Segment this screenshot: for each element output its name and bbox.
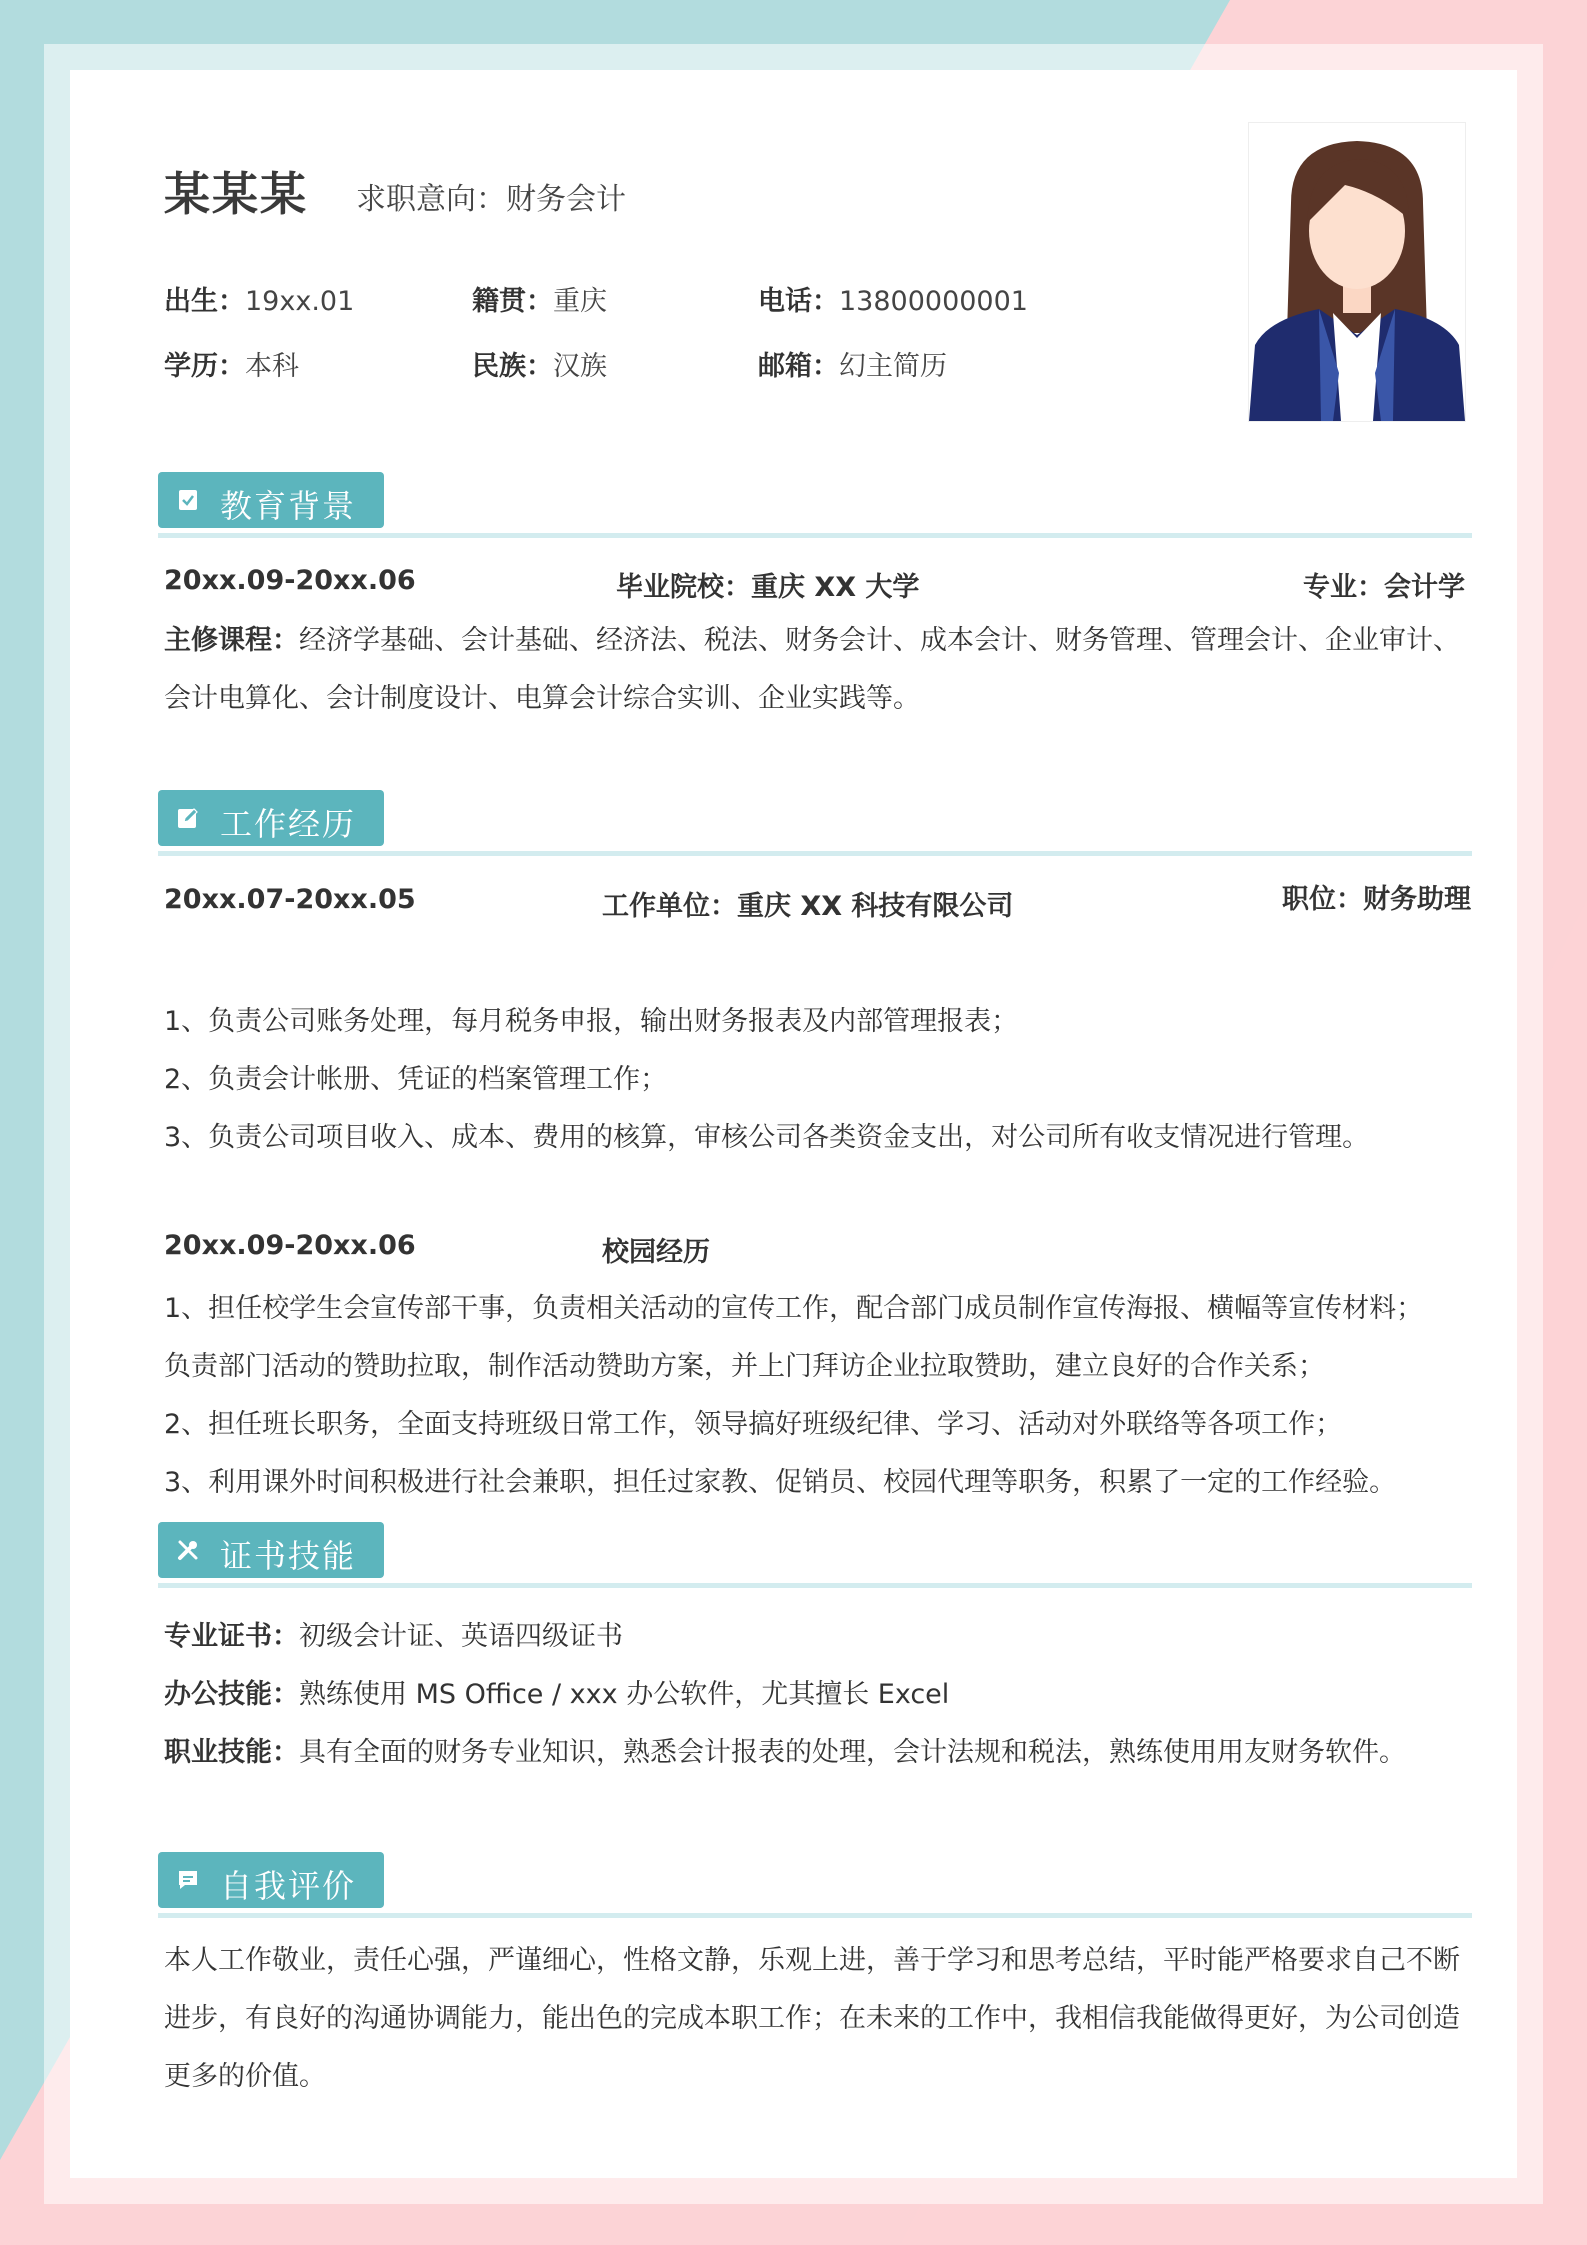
job2-title: 校园经历 [602, 1237, 710, 1268]
comment-icon [176, 1868, 200, 1892]
job1-duty-3: 3、负责公司项目收入、成本、费用的核算，审核公司各类资金支出，对公司所有收支情况进行管理。 [164, 1122, 1370, 1153]
info-birth: 出生：19xx.01 [164, 286, 355, 317]
edu-school: 毕业院校：重庆 XX 大学 [616, 572, 920, 603]
section-self-eval-title: 自我评价 [220, 1867, 357, 1905]
job1-period: 20xx.07-20xx.05 [164, 884, 416, 915]
skill-certificates: 专业证书：初级会计证、英语四级证书 [164, 1621, 623, 1652]
tools-icon [176, 1538, 200, 1562]
job2-duty-4: 3、利用课外时间积极进行社会兼职，担任过家教、促销员、校园代理等职务，积累了一定的工作经验。 [164, 1467, 1397, 1498]
info-education: 学历：本科 [164, 351, 299, 382]
job2-period: 20xx.09-20xx.06 [164, 1230, 416, 1261]
job2-duty-1: 1、担任校学生会宣传部干事，负责相关活动的宣传工作，配合部门成员制作宣传海报、横幅等宣传材料； [164, 1293, 1424, 1324]
section-work-title: 工作经历 [220, 805, 357, 843]
job1-company: 工作单位：重庆 XX 科技有限公司 [602, 891, 1014, 922]
edu-courses: 主修课程：经济学基础、会计基础、经济法、税法、财务会计、成本会计、财务管理、管理会计、企业审计、会计电算化、会计制度设计、电算会计综合实训、企业实践等。 [164, 625, 1460, 714]
section-education-title: 教育背景 [220, 487, 357, 525]
job1-position: 职位：财务助理 [1282, 884, 1471, 915]
checklist-icon [176, 488, 200, 512]
job1-duty-2: 2、负责会计帐册、凭证的档案管理工作； [164, 1064, 668, 1095]
section-work-divider [158, 851, 1472, 856]
edu-period: 20xx.09-20xx.06 [164, 565, 416, 596]
section-education-divider [158, 533, 1472, 538]
edu-major: 专业：会计学 [1303, 572, 1465, 603]
job-intent-value: 财务会计 [506, 182, 626, 217]
job2-duty-2: 负责部门活动的赞助拉取，制作活动赞助方案，并上门拜访企业拉取赞助，建立良好的合作关系； [164, 1351, 1325, 1382]
info-email: 邮箱：幻主简历 [758, 351, 947, 382]
profile-photo [1248, 122, 1466, 422]
section-self-eval-divider [158, 1913, 1472, 1918]
skill-office: 办公技能：熟练使用 MS Office / xxx 办公软件，尤其擅长 Excel [164, 1679, 950, 1710]
edit-icon [176, 806, 200, 830]
section-self-eval-tag [158, 1852, 384, 1908]
job1-duty-1: 1、负责公司账务处理，每月税务申报，输出财务报表及内部管理报表； [164, 1006, 1019, 1037]
job-intent-label: 求职意向： [356, 182, 506, 217]
candidate-name: 某某某 [164, 167, 308, 221]
avatar-illustration [1249, 123, 1465, 421]
skill-professional: 职业技能：具有全面的财务专业知识，熟悉会计报表的处理，会计法规和税法，熟练使用用友财务软件。 [164, 1737, 1406, 1768]
job2-duty-3: 2、担任班长职务，全面支持班级日常工作，领导搞好班级纪律、学习、活动对外联络等各项工作； [164, 1409, 1343, 1440]
info-phone: 电话：13800000001 [758, 286, 1028, 317]
info-ethnicity: 民族：汉族 [472, 351, 607, 382]
job-intent [356, 174, 626, 218]
section-skills-title: 证书技能 [220, 1537, 357, 1575]
job2-duties [164, 1272, 1474, 1498]
section-work-tag [158, 790, 384, 846]
section-skills-tag [158, 1522, 384, 1578]
info-hometown: 籍贯：重庆 [472, 286, 607, 317]
self-eval-text: 本人工作敬业，责任心强，严谨细心，性格文静，乐观上进，善于学习和思考总结，平时能严格要求自己不断进步，有良好的沟通协调能力，能出色的完成本职工作；在未来的工作中，我相信我能做得更好，为公司创造更多的价值。 [164, 1945, 1460, 2092]
section-education-tag [158, 472, 384, 528]
section-skills-divider [158, 1583, 1472, 1588]
